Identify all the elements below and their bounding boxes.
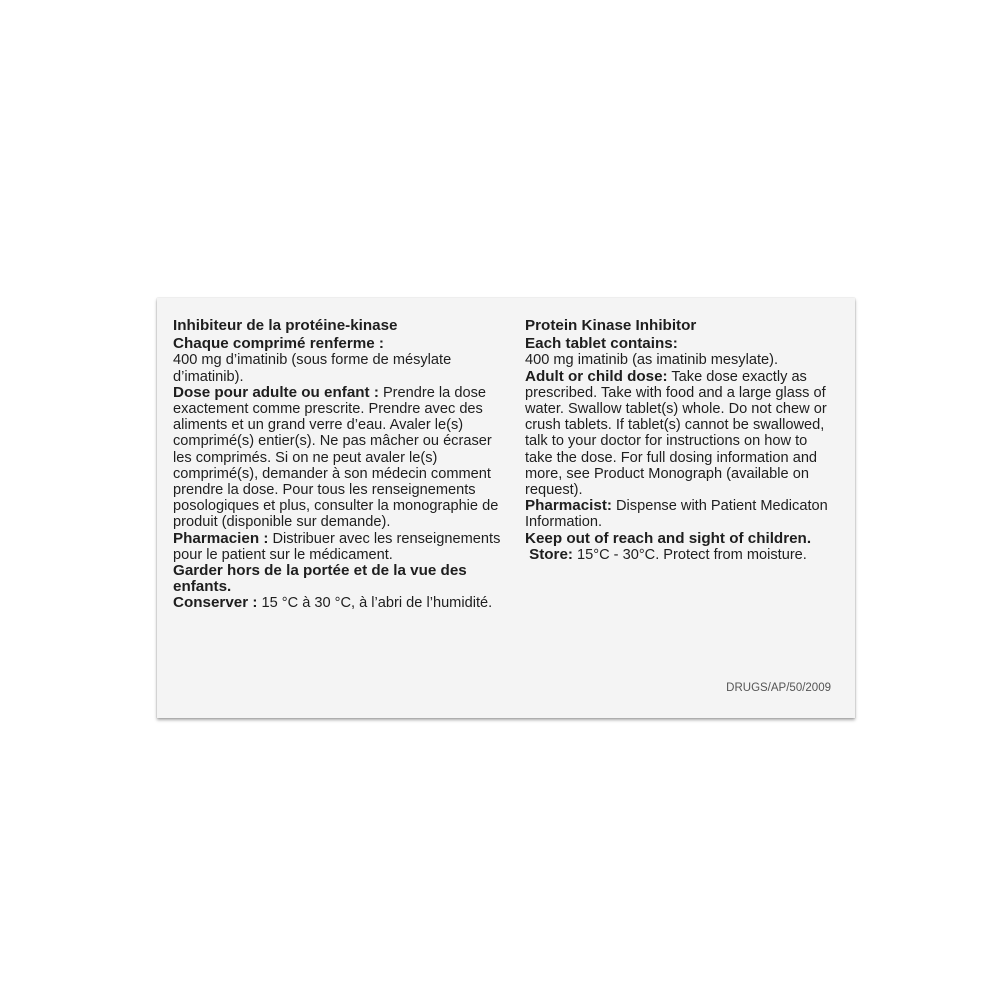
french-column: [173, 318, 509, 612]
package-label-panel: [157, 298, 855, 718]
en-contains-text: 400 mg imatinib (as imatinib mesylate).: [525, 352, 779, 369]
english-column: [525, 318, 837, 563]
fr-store-text: 15 °C à 30 °C, à l’abri de l’humidité.: [257, 595, 493, 612]
fr-title: Inhibiteur de la protéine-kinase: [173, 317, 398, 334]
en-dose-text: Take dose exactly as prescribed. Take with food and a large glass of water. Swallow tablet(s) whole. Do not chew or crush tablets. If tablet(s) cannot be swallowed, talk to your doctor for instructions on how to take the dose. For full dosing information and more, see Product Monograph (available on request).: [525, 368, 827, 499]
en-pharm-label: Pharmacist:: [525, 497, 612, 515]
fr-store-label: Conserver :: [173, 594, 258, 612]
en-title: Protein Kinase Inhibitor: [525, 317, 697, 334]
en-store-label: Store:: [529, 545, 573, 563]
fr-dose-label: Dose pour adulte ou enfant :: [173, 383, 379, 401]
fr-pharm-label: Pharmacien :: [173, 529, 269, 547]
en-pharm-text: Dispense with Patient Medicaton Information.: [525, 498, 828, 531]
en-contains-label: Each tablet contains:: [525, 335, 678, 353]
fr-contains-text: 400 mg d’imatinib (sous forme de mésylate d’imatinib).: [173, 352, 452, 385]
fr-dose-text: Prendre la dose exactement comme prescrite. Prendre avec des aliments et un grand verre d’eau. Avaler le(s) comprimé(s) entier(s). Ne pas mâcher ou écraser les comprimés. Si on ne peut avaler le(s) comprimé(s), demander à son médecin comment prendre la dose. Pour tous les renseignements posologiques et plus, consulter la monographie de produit (disponible sur demande).: [173, 384, 499, 531]
fr-contains-label: Chaque comprimé renferme :: [173, 335, 384, 353]
en-dose-label: Adult or child dose:: [525, 367, 668, 385]
fr-pharm-text: Distribuer avec les renseignements pour le patient sur le médicament.: [173, 530, 501, 563]
en-store-text: 15°C - 30°C. Protect from moisture.: [572, 546, 807, 563]
fr-keep-out: Garder hors de la portée et de la vue des enfants.: [173, 562, 467, 596]
reference-code: DRUGS/AP/50/2009: [726, 682, 831, 694]
en-keep-out: Keep out of reach and sight of children.: [525, 529, 812, 547]
